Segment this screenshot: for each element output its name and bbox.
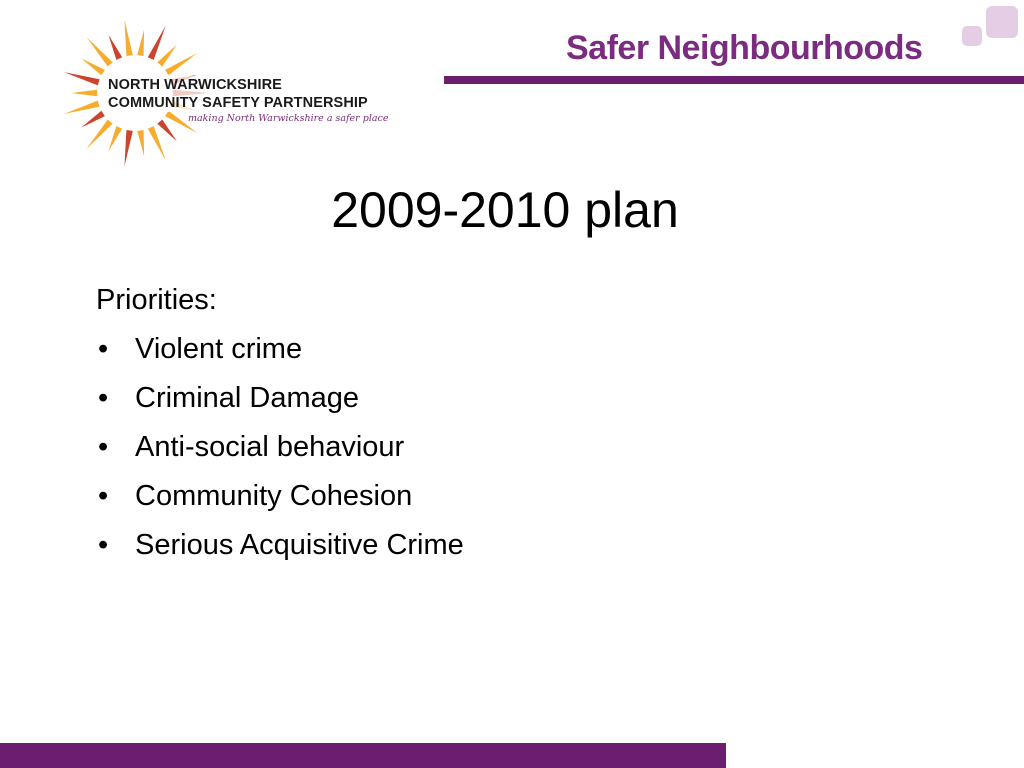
list-item-text: Violent crime: [135, 333, 303, 365]
sun-ray: [157, 45, 177, 67]
brand-squares-icon: [958, 6, 1024, 50]
list-item: [96, 476, 916, 516]
list-item-text: Serious Acquisitive Crime: [135, 529, 464, 561]
sun-ray: [71, 90, 97, 96]
priorities-heading: Priorities:: [96, 284, 217, 316]
bullet-icon: •: [98, 431, 109, 463]
bullet-icon: •: [98, 480, 109, 512]
list-item: [96, 329, 916, 369]
sun-ray: [137, 30, 144, 56]
sun-ray: [124, 20, 132, 56]
bullet-icon: •: [98, 333, 109, 365]
bullet-icon: •: [98, 382, 109, 414]
list-item: [96, 378, 916, 418]
partnership-logo: [60, 18, 390, 168]
priorities-list: [96, 329, 916, 565]
sun-ray: [165, 53, 197, 75]
logo-tagline: making North Warwickshire a safer place: [188, 113, 389, 124]
sun-ray: [148, 126, 166, 160]
bottom-rule: [0, 743, 726, 768]
bullet-icon: •: [98, 529, 109, 561]
list-item: [96, 427, 916, 467]
list-item: [96, 525, 916, 565]
sun-ray: [81, 111, 105, 128]
sun-ray: [108, 35, 122, 60]
logo-text: [106, 76, 406, 125]
sun-ray: [148, 26, 166, 60]
slide-body: [96, 280, 916, 574]
sun-ray: [137, 130, 144, 156]
list-item-text: Criminal Damage: [135, 382, 360, 414]
sun-ray: [108, 126, 122, 151]
logo-line-2: COMMUNITY SAFETY PARTNERSHIP: [108, 95, 368, 111]
sun-ray: [81, 58, 105, 75]
safer-neighbourhoods-brand: Safer Neighbourhoods: [566, 29, 923, 67]
list-item-text: Community Cohesion: [135, 480, 413, 512]
sun-ray: [87, 37, 113, 66]
list-item-text: Anti-social behaviour: [135, 431, 405, 463]
slide-title: 2009-2010 plan: [331, 182, 679, 238]
sun-ray: [64, 72, 100, 85]
sun-ray: [64, 101, 100, 114]
sun-ray: [124, 130, 132, 166]
logo-line-1: NORTH WARWICKSHIRE: [108, 77, 282, 93]
top-rule: [444, 76, 1024, 84]
